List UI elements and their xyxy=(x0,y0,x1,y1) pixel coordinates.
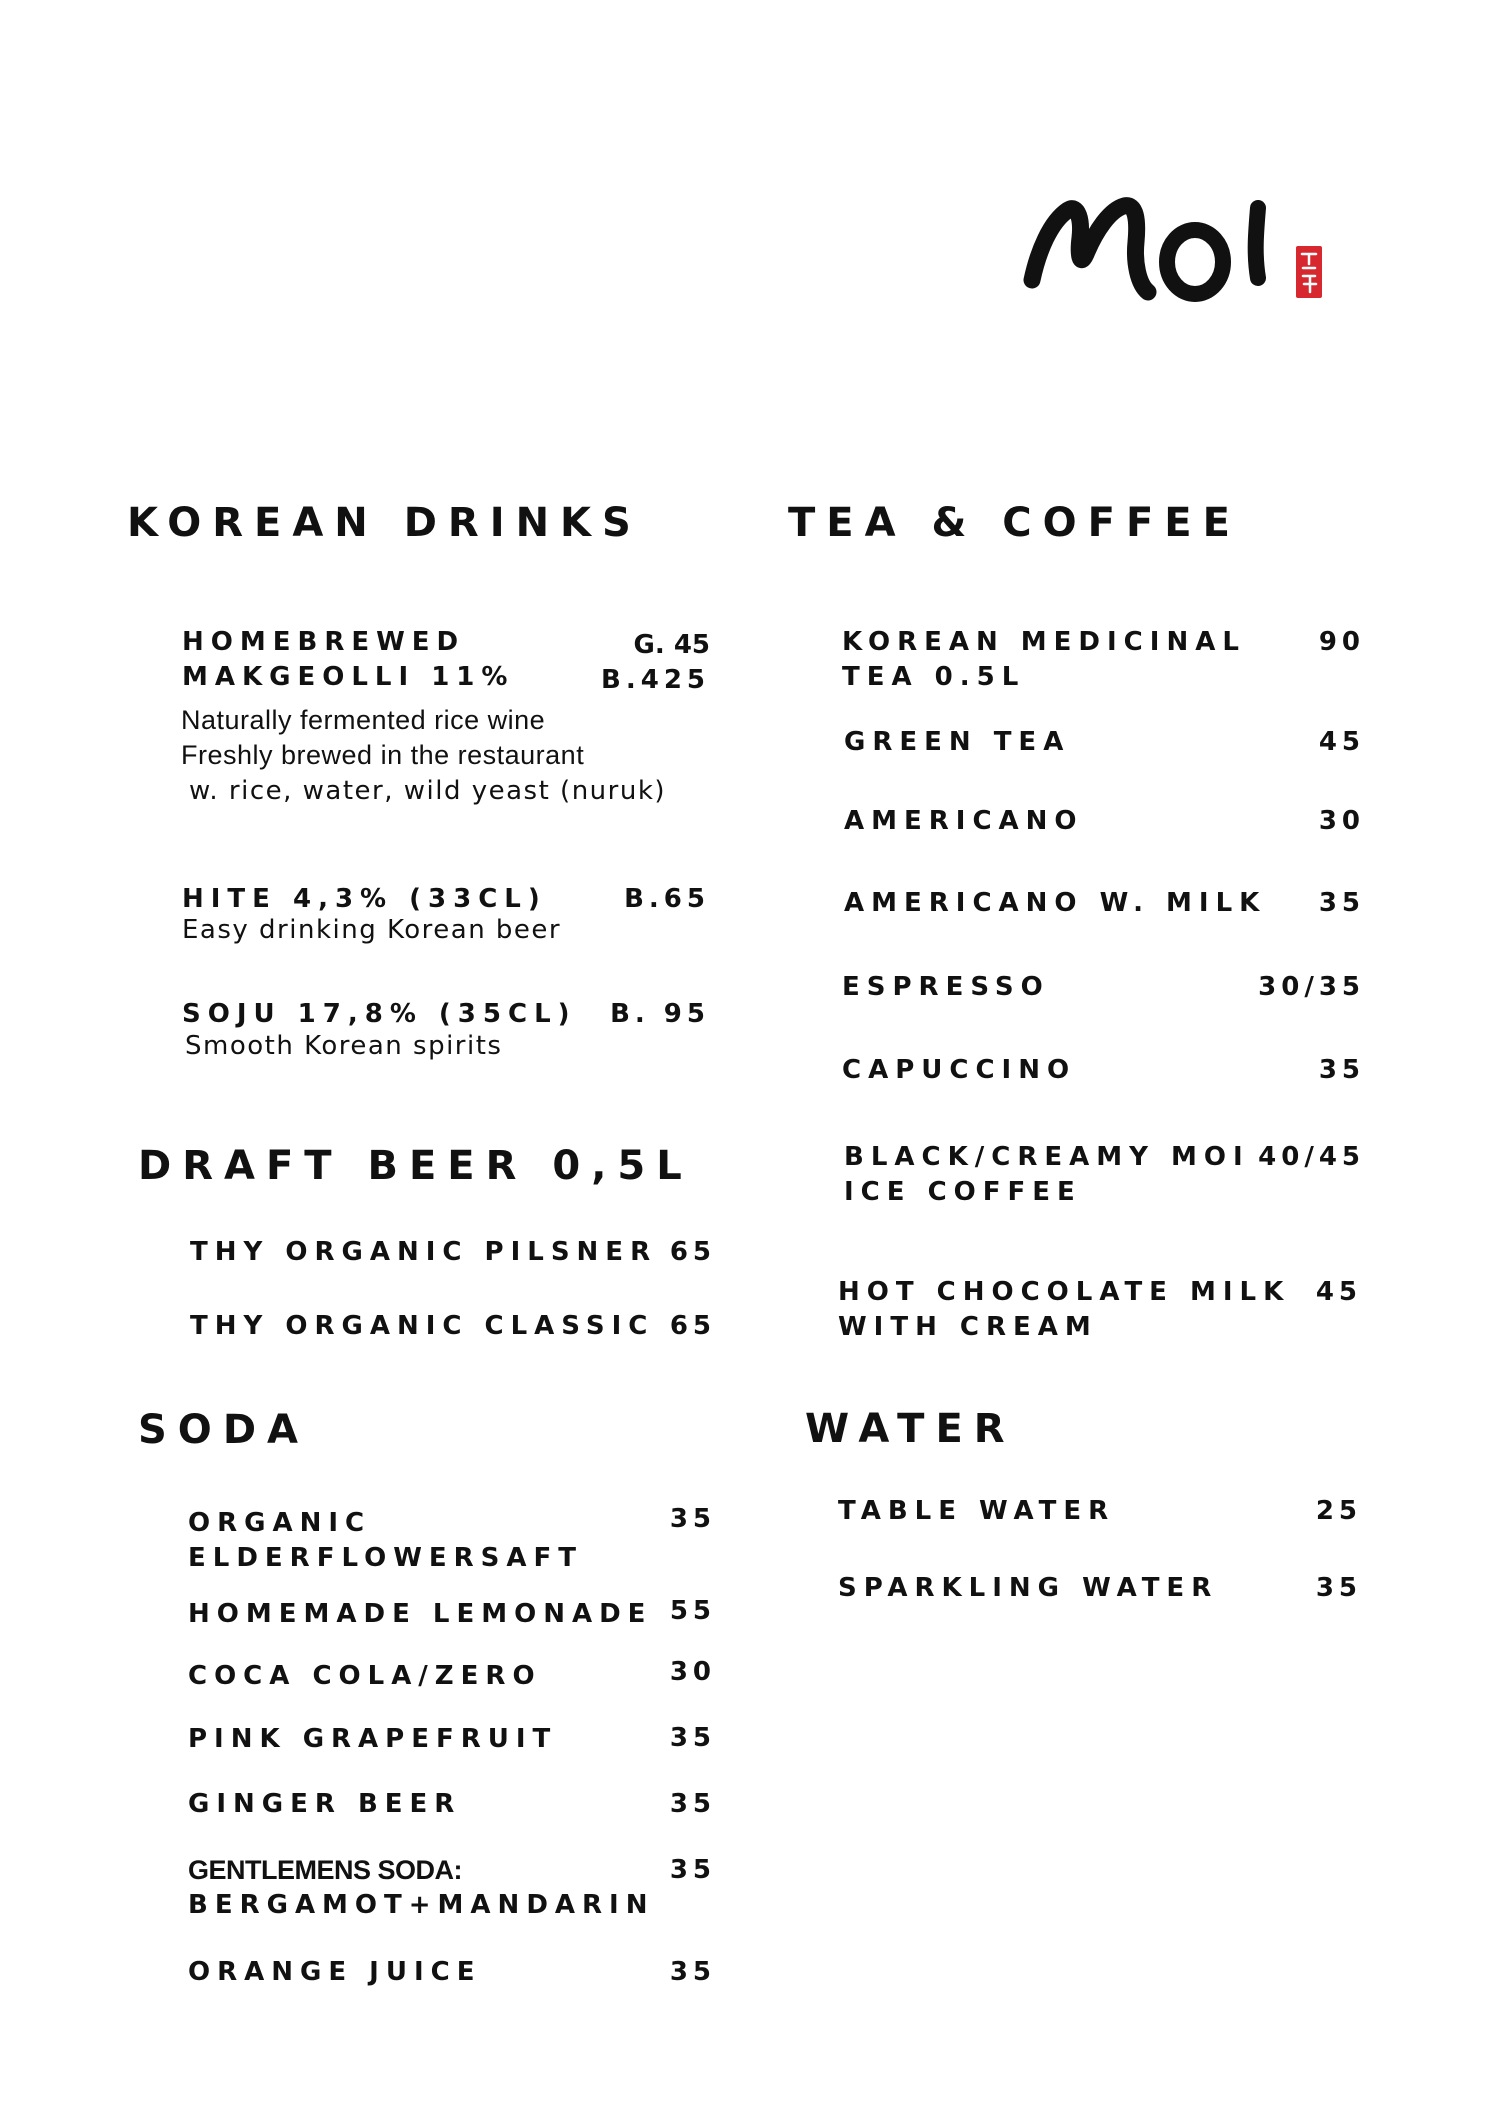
menu-item-name: THY ORGANIC PILSNER xyxy=(190,1237,658,1267)
menu-item-name: HOT CHOCOLATE MILK xyxy=(838,1277,1291,1307)
menu-item-price: 90 xyxy=(1318,627,1365,657)
menu-item-name: ORANGE JUICE xyxy=(188,1957,482,1987)
section-heading-draft-beer: DRAFT BEER 0,5L xyxy=(138,1143,693,1189)
menu-item-price: 55 xyxy=(669,1596,716,1626)
menu-item-description: w. rice, water, wild yeast (nuruk) xyxy=(189,776,667,806)
menu-item-name: HOMEMADE LEMONADE xyxy=(188,1599,653,1629)
menu-item-name: TEA 0.5L xyxy=(842,662,1026,692)
menu-item-price: 45 xyxy=(1315,1277,1362,1307)
menu-item-price: 35 xyxy=(669,1957,716,1987)
menu-item-price: 40/45 xyxy=(1258,1142,1365,1172)
menu-item-name: KOREAN MEDICINAL xyxy=(842,627,1246,657)
section-heading-korean-drinks: KOREAN DRINKS xyxy=(127,500,642,546)
section-heading-water: WATER xyxy=(805,1406,1016,1452)
menu-item-name: SPARKLING WATER xyxy=(838,1573,1219,1603)
menu-item-name: AMERICANO xyxy=(844,806,1084,836)
section-heading-soda: SODA xyxy=(138,1407,309,1453)
menu-item-name: HITE 4,3% (33CL) xyxy=(182,884,547,914)
menu-item-name: GINGER BEER xyxy=(188,1789,462,1819)
menu-item-price: 35 xyxy=(669,1723,716,1753)
menu-item-name: AMERICANO W. MILK xyxy=(844,888,1267,918)
menu-item-name: CAPUCCINO xyxy=(842,1055,1077,1085)
menu-item-price: 35 xyxy=(669,1855,716,1885)
menu-item-price: 30/35 xyxy=(1258,972,1365,1002)
menu-item-price: 65 xyxy=(669,1311,716,1341)
menu-item-name: ORGANIC xyxy=(188,1508,372,1538)
menu-item-price: B.425 xyxy=(601,665,710,695)
menu-item-price: B. 95 xyxy=(610,999,710,1029)
menu-item-name: WITH CREAM xyxy=(838,1312,1098,1342)
menu-item-name: TABLE WATER xyxy=(838,1496,1116,1526)
menu-item-price: 35 xyxy=(669,1789,716,1819)
menu-item-price: 30 xyxy=(1318,806,1365,836)
menu-item-price: 35 xyxy=(1318,1055,1365,1085)
menu-item-name: COCA COLA/ZERO xyxy=(188,1661,542,1691)
menu-item-price: 25 xyxy=(1315,1496,1362,1526)
menu-item-price: B.65 xyxy=(624,884,710,914)
menu-item-name: ELDERFLOWERSAFT xyxy=(188,1543,583,1573)
menu-item-name: ESPRESSO xyxy=(842,972,1050,1002)
moi-logo xyxy=(1020,180,1350,310)
menu-item-description: Naturally fermented rice wine xyxy=(181,705,546,735)
menu-item-name: MAKGEOLLI 11% xyxy=(182,662,515,692)
menu-item-name: GENTLEMENS SODA: xyxy=(188,1855,463,1885)
menu-item-name: THY ORGANIC CLASSIC xyxy=(190,1311,655,1341)
menu-item-description: Smooth Korean spirits xyxy=(185,1031,503,1061)
menu-item-name: ICE COFFEE xyxy=(844,1177,1082,1207)
menu-item-name: SOJU 17,8% (35CL) xyxy=(182,999,577,1029)
menu-item-description: Freshly brewed in the restaurant xyxy=(181,740,585,770)
menu-item-price: 35 xyxy=(669,1504,716,1534)
menu-item-price: 35 xyxy=(1318,888,1365,918)
menu-item-name: BERGAMOT+MANDARIN xyxy=(188,1890,655,1920)
menu-item-name: PINK GRAPEFRUIT xyxy=(188,1724,558,1754)
menu-item-price: 65 xyxy=(669,1237,716,1267)
menu-item-name: HOMEBREWED xyxy=(182,627,466,657)
menu-item-price: 45 xyxy=(1318,727,1365,757)
menu-item-price: 35 xyxy=(1315,1573,1362,1603)
menu-item-price: 30 xyxy=(669,1657,716,1687)
section-heading-tea-coffee: TEA & COFFEE xyxy=(788,500,1241,546)
menu-item-name: GREEN TEA xyxy=(844,727,1071,757)
menu-item-description: Easy drinking Korean beer xyxy=(182,915,562,945)
menu-item-price: G. 45 xyxy=(633,630,710,660)
menu-item-name: BLACK/CREAMY MOI xyxy=(844,1142,1250,1172)
